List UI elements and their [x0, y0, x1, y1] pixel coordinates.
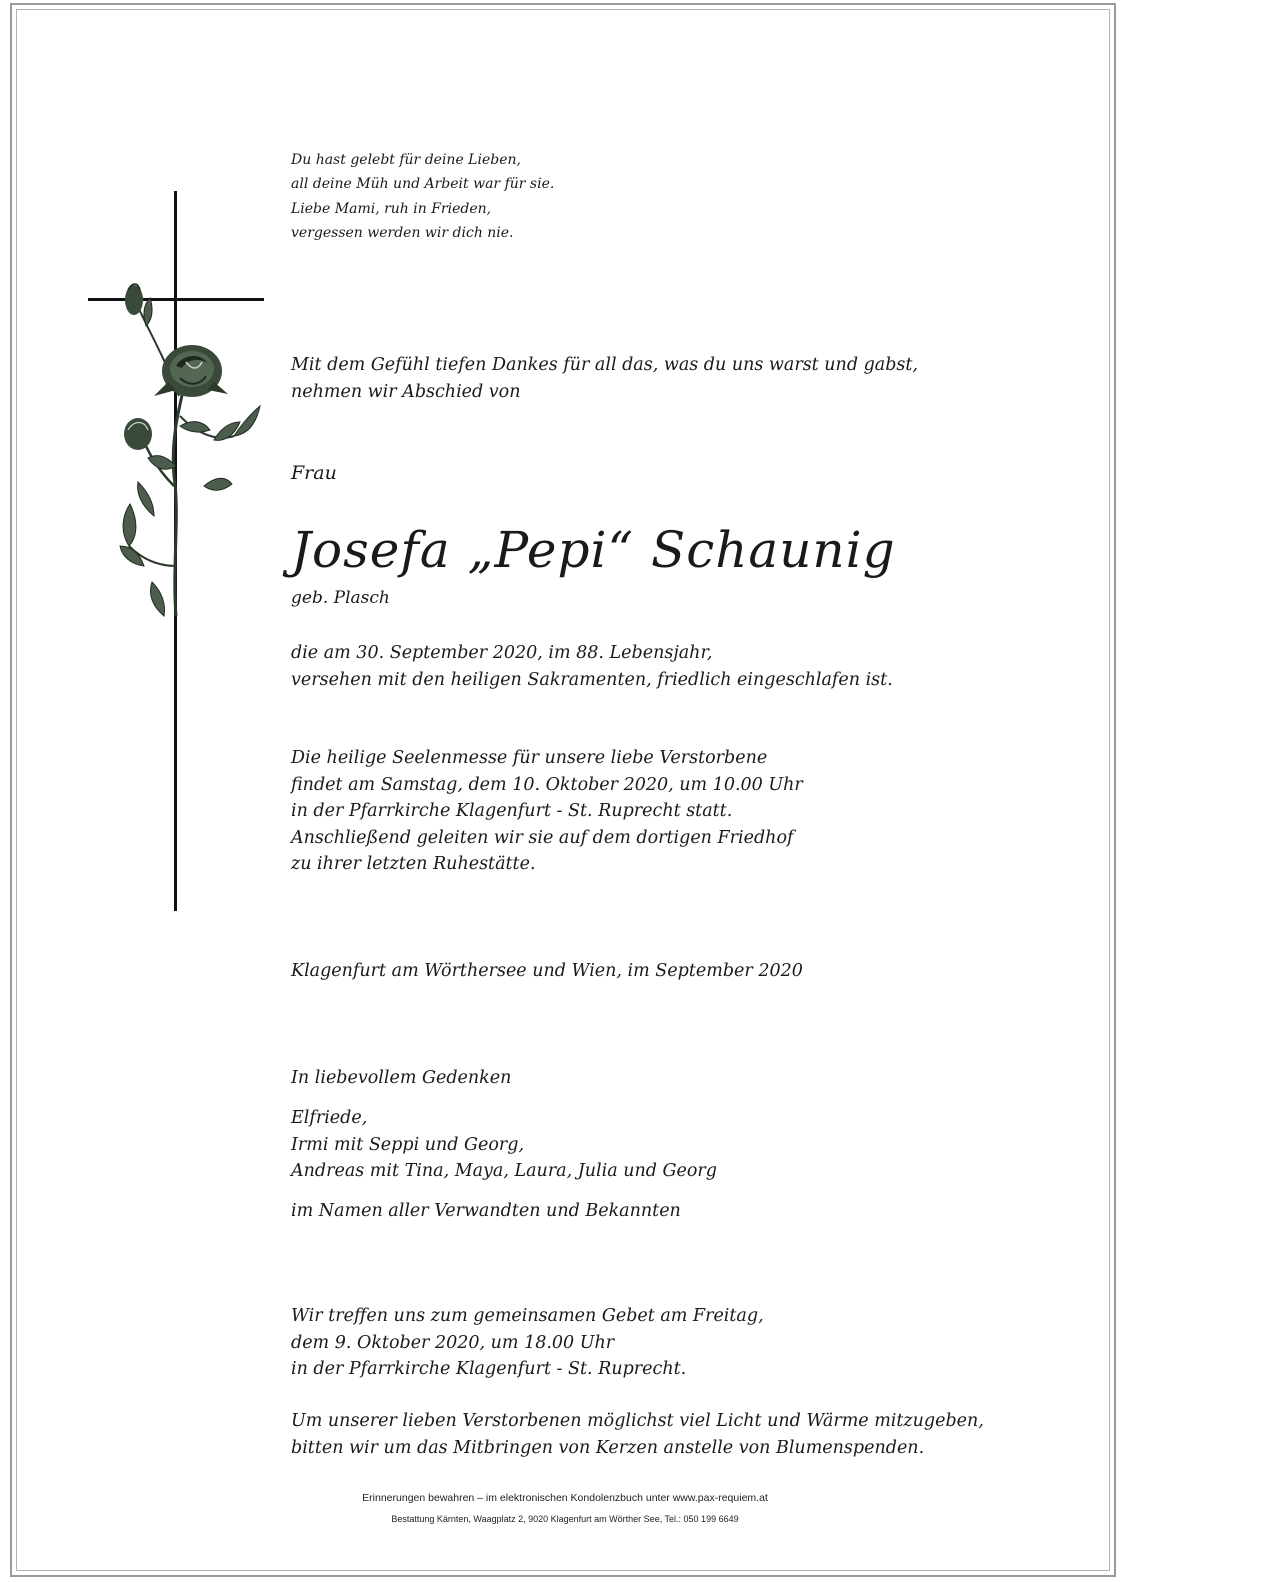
- death-notice-line: versehen mit den heiligen Sakramenten, friedlich eingeschlafen ist.: [291, 669, 893, 690]
- intro-line: Mit dem Gefühl tiefen Dankes für all das, was du uns warst und gabst,: [291, 355, 918, 375]
- death-notice: [291, 640, 893, 693]
- deceased-name: Josefa „Pepi“ Schaunig: [291, 521, 896, 579]
- mass-line: Die heilige Seelenmesse für unsere liebe Verstorbene: [291, 748, 768, 768]
- rose-icon: [154, 345, 228, 397]
- mass-line: zu ihrer letzten Ruhestätte.: [291, 854, 536, 874]
- mourner-line: Elfriede,: [291, 1108, 368, 1128]
- funeral-home-footer: Bestattung Kärnten, Waagplatz 2, 9020 Klagenfurt am Wörther See, Tel.: 050 199 6649: [391, 1514, 739, 1524]
- motto-line: Liebe Mami, ruh in Frieden,: [291, 200, 492, 217]
- mourners-list: [291, 1105, 717, 1185]
- mass-line: in der Pfarrkirche Klagenfurt - St. Ruprecht statt.: [291, 801, 733, 821]
- funeral-mass-info: [291, 745, 803, 878]
- relatives-line: im Namen aller Verwandten und Bekannten: [291, 1201, 681, 1221]
- candles-request: [291, 1408, 984, 1461]
- prayer-line: in der Pfarrkirche Klagenfurt - St. Ruprecht.: [291, 1359, 687, 1379]
- motto-line: all deine Müh und Arbeit war für sie.: [291, 176, 555, 193]
- prayer-line: Wir treffen uns zum gemeinsamen Gebet am Freitag,: [291, 1306, 764, 1326]
- memory-heading: In liebevollem Gedenken: [291, 1068, 512, 1088]
- mass-line: Anschließend geleiten wir sie auf dem dortigen Friedhof: [291, 827, 794, 848]
- place-date: Klagenfurt am Wörthersee und Wien, im September 2020: [291, 961, 803, 981]
- mass-line: findet am Samstag, dem 10. Oktober 2020, um 10.00 Uhr: [291, 774, 803, 795]
- candles-line: Um unserer lieben Verstorbenen möglichst viel Licht und Wärme mitzugeben,: [291, 1411, 984, 1431]
- maiden-name: geb. Plasch: [291, 588, 390, 608]
- deceased-title: Frau: [291, 462, 337, 484]
- motto-verse: [291, 148, 554, 245]
- prayer-line: dem 9. Oktober 2020, um 18.00 Uhr: [291, 1332, 615, 1353]
- prayer-info: [291, 1303, 764, 1383]
- mourner-line: Irmi mit Seppi und Georg,: [291, 1134, 525, 1155]
- mourner-line: Andreas mit Tina, Maya, Laura, Julia und Georg: [291, 1161, 717, 1181]
- motto-line: Du hast gelebt für deine Lieben,: [291, 152, 521, 168]
- cross-with-rose-icon: [84, 186, 274, 916]
- condolence-book-footer[interactable]: Erinnerungen bewahren – im elektronischen Kondolenzbuch unter www.pax-requiem.at: [362, 1492, 768, 1504]
- intro-text: [291, 352, 918, 405]
- death-notice-line: die am 30. September 2020, im 88. Lebensjahr,: [291, 643, 713, 663]
- candles-line: bitten wir um das Mitbringen von Kerzen anstelle von Blumenspenden.: [291, 1437, 925, 1458]
- intro-line: nehmen wir Abschied von: [291, 381, 521, 402]
- motto-line: vergessen werden wir dich nie.: [291, 224, 514, 241]
